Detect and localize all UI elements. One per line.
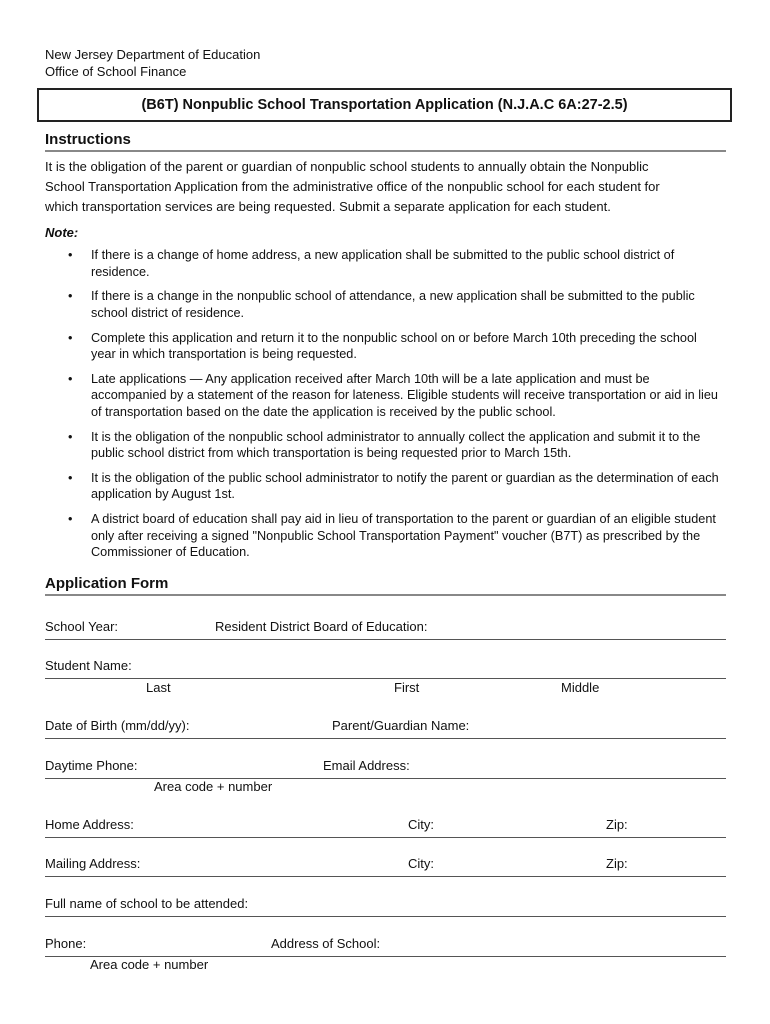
note-label: Note:	[45, 225, 79, 240]
intro-line: It is the obligation of the parent or guardian of nonpublic school students to annually obtain the Nonpublic	[45, 159, 649, 174]
bullet-icon: •	[68, 289, 73, 304]
school-year-row[interactable]	[45, 617, 726, 640]
home-address-row[interactable]	[45, 815, 726, 838]
mailing-address-label: Mailing Address:	[45, 856, 141, 871]
bullet-icon: •	[68, 330, 73, 345]
note-text: If there is a change of home address, a new application shall be submitted to the public school district of residence.	[91, 248, 675, 279]
area-code-caption: Area code + number	[154, 779, 273, 794]
name-middle-caption: Middle	[561, 680, 600, 695]
form-title-text: (B6T) Nonpublic School Transportation Application (N.J.A.C 6A:27-2.5)	[141, 97, 628, 113]
school-area-code-caption: Area code + number	[90, 957, 209, 972]
name-last-caption: Last	[146, 680, 171, 695]
note-text: It is the obligation of the nonpublic school administrator to annually collect the application and submit it to the public school district from which transportation is being requested prior to March 15th.	[91, 429, 701, 461]
note-text: It is the obligation of the public school administrator to notify the parent or guardian as the determination of each application by August 1st.	[91, 470, 719, 502]
application-form-heading: Application Form	[45, 575, 726, 596]
agency-header	[45, 46, 260, 80]
bullet-icon: •	[68, 248, 73, 262]
note-text: A district board of education shall pay aid in lieu of transportation to the parent or guardian of an eligible student only after receiving a signed "Nonpublic School Transportation Payment" voucher (B7T) as prescribed by the Commissioner of Education.	[91, 512, 716, 560]
school-contact-row[interactable]	[45, 934, 726, 957]
intro-line: School Transportation Application from the administrative office of the nonpublic school for each student for	[45, 179, 660, 194]
dob-row[interactable]	[45, 716, 726, 739]
bullet-icon: •	[68, 429, 73, 444]
school-name-label: Full name of school to be attended:	[45, 896, 249, 911]
email-label: Email Address:	[323, 758, 410, 773]
intro-line: which transportation services are being requested. Submit a separate application for each student.	[45, 199, 611, 214]
instructions-heading: Instructions	[45, 131, 726, 152]
bullet-icon: •	[68, 470, 73, 485]
note-item	[0, 429, 721, 462]
agency-name: New Jersey Department of Education	[45, 47, 261, 62]
mailing-address-row[interactable]	[45, 854, 726, 877]
note-item	[0, 511, 721, 561]
note-item	[0, 330, 721, 363]
home-city-label: City:	[408, 817, 434, 832]
school-phone-label: Phone:	[45, 936, 87, 951]
note-text: Complete this application and return it to the nonpublic school on or before March 10th preceding the school year in which transportation is being requested.	[91, 330, 697, 362]
contact-row[interactable]	[45, 756, 726, 779]
dob-label: Date of Birth (mm/dd/yy):	[45, 718, 190, 733]
note-item	[0, 470, 721, 503]
office-name: Office of School Finance	[45, 64, 187, 79]
note-item	[0, 371, 721, 421]
resident-district-label: Resident District Board of Education:	[215, 619, 428, 634]
note-item	[0, 288, 721, 321]
school-name-row[interactable]	[45, 894, 726, 917]
mailing-city-label: City:	[408, 856, 434, 871]
parent-name-label: Parent/Guardian Name:	[332, 718, 470, 733]
mailing-zip-label: Zip:	[606, 856, 628, 871]
note-text: Late applications — Any application received after March 10th will be a late application and must be accompanied by a statement of the reason for lateness. Eligible students will receive transportation or aid in lieu of transportation based on the date the application is received by the public school.	[91, 371, 718, 419]
bullet-icon: •	[68, 371, 73, 386]
bullet-icon: •	[68, 512, 73, 527]
name-first-caption: First	[394, 680, 420, 695]
daytime-phone-label: Daytime Phone:	[45, 758, 138, 773]
school-year-label: School Year:	[45, 619, 119, 634]
note-text: If there is a change in the nonpublic school of attendance, a new application shall be submitted to the public school district of residence.	[91, 289, 695, 320]
note-list	[0, 247, 770, 569]
form-title	[37, 88, 732, 122]
home-zip-label: Zip:	[606, 817, 628, 832]
instructions-intro	[45, 157, 715, 217]
home-address-label: Home Address:	[45, 817, 134, 832]
school-address-label: Address of School:	[271, 936, 381, 951]
note-item	[0, 247, 721, 280]
student-name-row[interactable]	[45, 656, 726, 679]
student-name-label: Student Name:	[45, 658, 132, 673]
